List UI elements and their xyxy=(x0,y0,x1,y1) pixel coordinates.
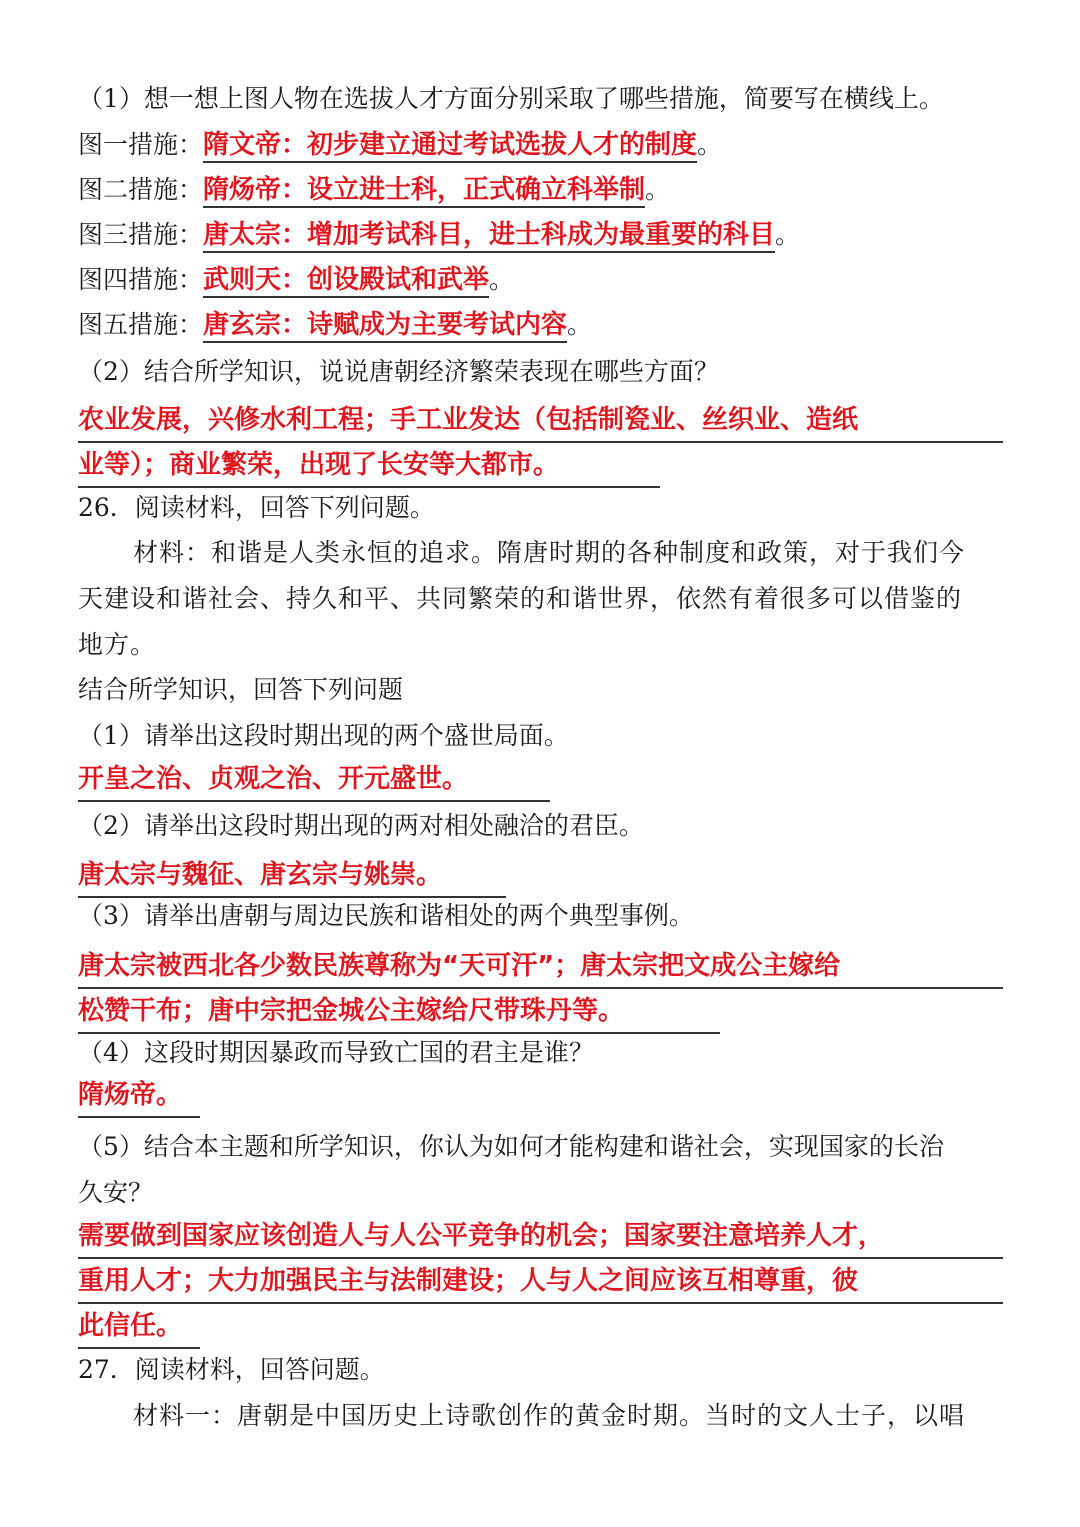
answer-26-1 xyxy=(78,757,1003,802)
material-line: 材料：和谐是人类永恒的追求。隋唐时期的各种制度和政策，对于我们今 xyxy=(133,538,966,567)
period: 。 xyxy=(645,175,671,204)
measure-answer: 唐太宗：增加考试科目，进士科成为最重要的科目 xyxy=(203,220,775,253)
answer-line: 松赞干布；唐中宗把金城公主嫁给尺带珠丹等。 xyxy=(78,989,720,1034)
material-line: 天建设和谐社会、持久和平、共同繁荣的和谐世界，依然有着很多可以借鉴的 xyxy=(78,584,963,613)
period: 。 xyxy=(567,310,593,339)
measure-label: 图四措施： xyxy=(78,265,204,294)
answer-line: 农业发展，兴修水利工程；手工业发达（包括制瓷业、丝织业、造纸 xyxy=(78,398,1003,443)
answer-line: 隋炀帝。 xyxy=(78,1073,200,1118)
material-26 xyxy=(78,530,1003,668)
answer-line: 此信任。 xyxy=(78,1304,200,1349)
answer-26-2 xyxy=(78,853,1003,898)
question-26-2: （2）请举出这段时期出现的两对相处融洽的君臣。 xyxy=(78,811,644,840)
answer-26-5 xyxy=(78,1214,1003,1349)
material-27 xyxy=(78,1393,1003,1439)
measure-row-4 xyxy=(78,263,514,297)
measure-answer: 武则天：创设殿试和武举 xyxy=(203,265,489,298)
question-26-1: （1）请举出这段时期出现的两个盛世局面。 xyxy=(78,721,569,750)
question-26-instruction: 结合所学知识，回答下列问题 xyxy=(78,675,404,704)
answer-line: 唐太宗被西北各少数民族尊称为“天可汗”；唐太宗把文成公主嫁给 xyxy=(78,944,1003,989)
answer-line: 开皇之治、贞观之治、开元盛世。 xyxy=(78,757,550,802)
question-25-1: （1）想一想上图人物在选拔人才方面分别采取了哪些措施，简要写在横线上。 xyxy=(78,84,944,113)
measure-label: 图三措施： xyxy=(78,220,204,249)
answer-line: 需要做到国家应该创造人与人公平竞争的机会；国家要注意培养人才， xyxy=(78,1214,1003,1259)
answer-26-4 xyxy=(78,1073,1003,1118)
period: 。 xyxy=(489,265,515,294)
answer-line: 重用人才；大力加强民主与法制建设；人与人之间应该互相尊重，彼 xyxy=(78,1259,1003,1304)
answer-25-2 xyxy=(78,398,1003,488)
material-line: 材料一：唐朝是中国历史上诗歌创作的黄金时期。当时的文人士子，以唱 xyxy=(133,1401,966,1430)
question-26-heading: 26．阅读材料，回答下列问题。 xyxy=(78,493,435,522)
question-27-heading: 27．阅读材料，回答问题。 xyxy=(78,1355,385,1384)
question-25-2: （2）结合所学知识，说说唐朝经济繁荣表现在哪些方面？ xyxy=(78,357,719,386)
question-line: 久安？ xyxy=(78,1178,154,1207)
period: 。 xyxy=(697,130,723,159)
question-26-5 xyxy=(78,1124,1003,1216)
measure-label: 图五措施： xyxy=(78,310,204,339)
answer-26-3 xyxy=(78,944,1003,1034)
measure-answer: 隋文帝：初步建立通过考试选拔人才的制度 xyxy=(203,130,697,163)
measure-answer: 隋炀帝：设立进士科，正式确立科举制 xyxy=(203,175,645,208)
measure-label: 图二措施： xyxy=(78,175,204,204)
answer-line: 业等）；商业繁荣，出现了长安等大都市。 xyxy=(78,443,660,488)
measure-answer: 唐玄宗：诗赋成为主要考试内容 xyxy=(203,310,567,343)
question-26-4: （4）这段时期因暴政而导致亡国的君主是谁？ xyxy=(78,1038,594,1067)
period: 。 xyxy=(775,220,801,249)
material-line: 地方。 xyxy=(78,630,157,659)
answer-line: 唐太宗与魏征、唐玄宗与姚崇。 xyxy=(78,853,506,898)
measure-row-3 xyxy=(78,218,800,252)
measure-label: 图一措施： xyxy=(78,130,204,159)
measure-row-1 xyxy=(78,128,722,162)
question-26-3: （3）请举出唐朝与周边民族和谐相处的两个典型事例。 xyxy=(78,901,694,930)
measure-row-2 xyxy=(78,173,670,207)
measure-row-5 xyxy=(78,308,592,342)
question-line: （5）结合本主题和所学知识，你认为如何才能构建和谐社会，实现国家的长治 xyxy=(78,1132,944,1161)
